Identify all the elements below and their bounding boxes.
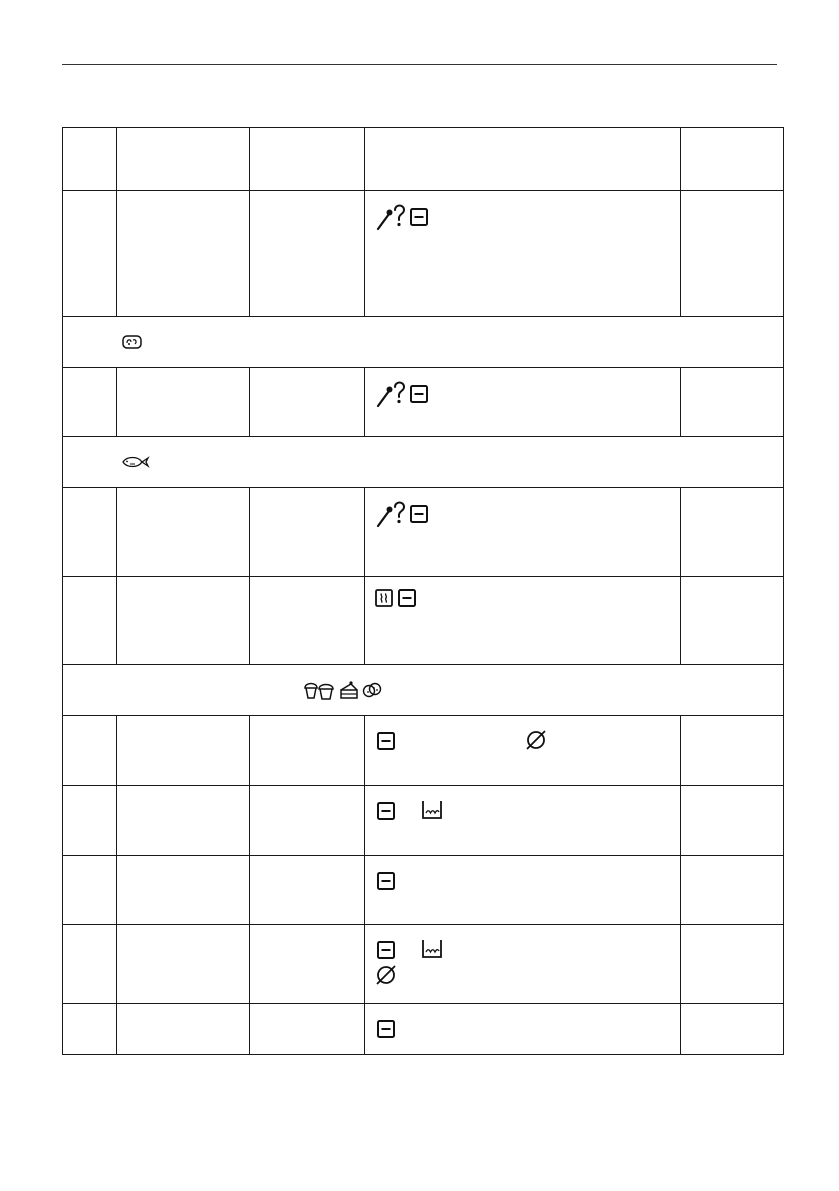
table-cell [365,786,681,856]
table-cell [117,191,250,317]
table-cell [117,786,250,856]
bottom-heat-icon [377,941,395,959]
section-row [63,665,784,716]
table-cell [365,488,681,577]
table-cell [117,925,250,1004]
no-fan-icon [375,964,397,986]
table-cell [365,716,681,786]
table-cell [63,925,117,1004]
table-cell [365,856,681,925]
table-cell [681,577,784,665]
water-tray-icon [421,939,443,959]
table-cell [63,368,117,437]
probe-icon [375,380,407,408]
table-row [63,368,784,437]
top-rule [62,64,777,65]
section-cell [63,665,784,716]
cake-icon [339,680,359,700]
table-cell [250,488,365,577]
table-cell [63,488,117,577]
table-cell [365,925,681,1004]
table-cell [117,488,250,577]
table-cell [117,856,250,925]
probe-icon [375,500,407,528]
header-cell [681,128,784,191]
table-cell [365,577,681,665]
bottom-heat-icon [377,872,395,890]
bottom-heat-icon [377,802,395,820]
fish-icon [121,456,149,468]
meat-icon [122,335,142,349]
table-cell [63,577,117,665]
header-cell [117,128,250,191]
table-cell [681,488,784,577]
header-cell [365,128,681,191]
bottom-heat-icon [410,385,428,403]
section-cell [63,437,784,488]
cooking-table [62,127,784,1055]
table-cell [63,856,117,925]
table-cell [365,1004,681,1055]
table-cell [250,925,365,1004]
bottom-heat-icon [377,1020,395,1038]
table-cell [117,716,250,786]
table-cell [117,577,250,665]
table-cell [250,577,365,665]
table-cell [681,925,784,1004]
table-cell [63,786,117,856]
table-cell [250,368,365,437]
table-cell [681,191,784,317]
bakery-icons [303,680,382,700]
table-row [63,191,784,317]
table-cell [63,191,117,317]
water-tray-icon [421,800,443,820]
table-row [63,488,784,577]
table-cell [117,1004,250,1055]
header-cell [250,128,365,191]
table-cell [250,1004,365,1055]
table-cell [365,368,681,437]
table-row [63,925,784,1004]
table-cell [63,716,117,786]
table-cell [681,786,784,856]
table-cell [250,786,365,856]
table-cell [117,368,250,437]
table-row [63,786,784,856]
table-cell [365,191,681,317]
no-fan-icon [525,729,547,751]
bottom-heat-icon [377,732,395,750]
table-header-row [63,128,784,191]
header-cell [63,128,117,191]
table-row [63,716,784,786]
section-row [63,437,784,488]
table-cell [250,191,365,317]
bottom-heat-icon [410,505,428,523]
section-row [63,317,784,368]
table-cell [681,856,784,925]
section-cell [63,317,784,368]
muffins-icon [303,680,335,700]
table-cell [250,716,365,786]
steam-icon [375,589,393,607]
probe-icon [375,203,407,231]
table-cell [681,368,784,437]
table-row [63,856,784,925]
table-cell [681,1004,784,1055]
cookies-icon [362,682,382,698]
table-cell [681,716,784,786]
table-row [63,1004,784,1055]
table-row [63,577,784,665]
bottom-heat-icon [398,589,416,607]
bottom-heat-icon [410,208,428,226]
table-cell [250,856,365,925]
table-cell [63,1004,117,1055]
